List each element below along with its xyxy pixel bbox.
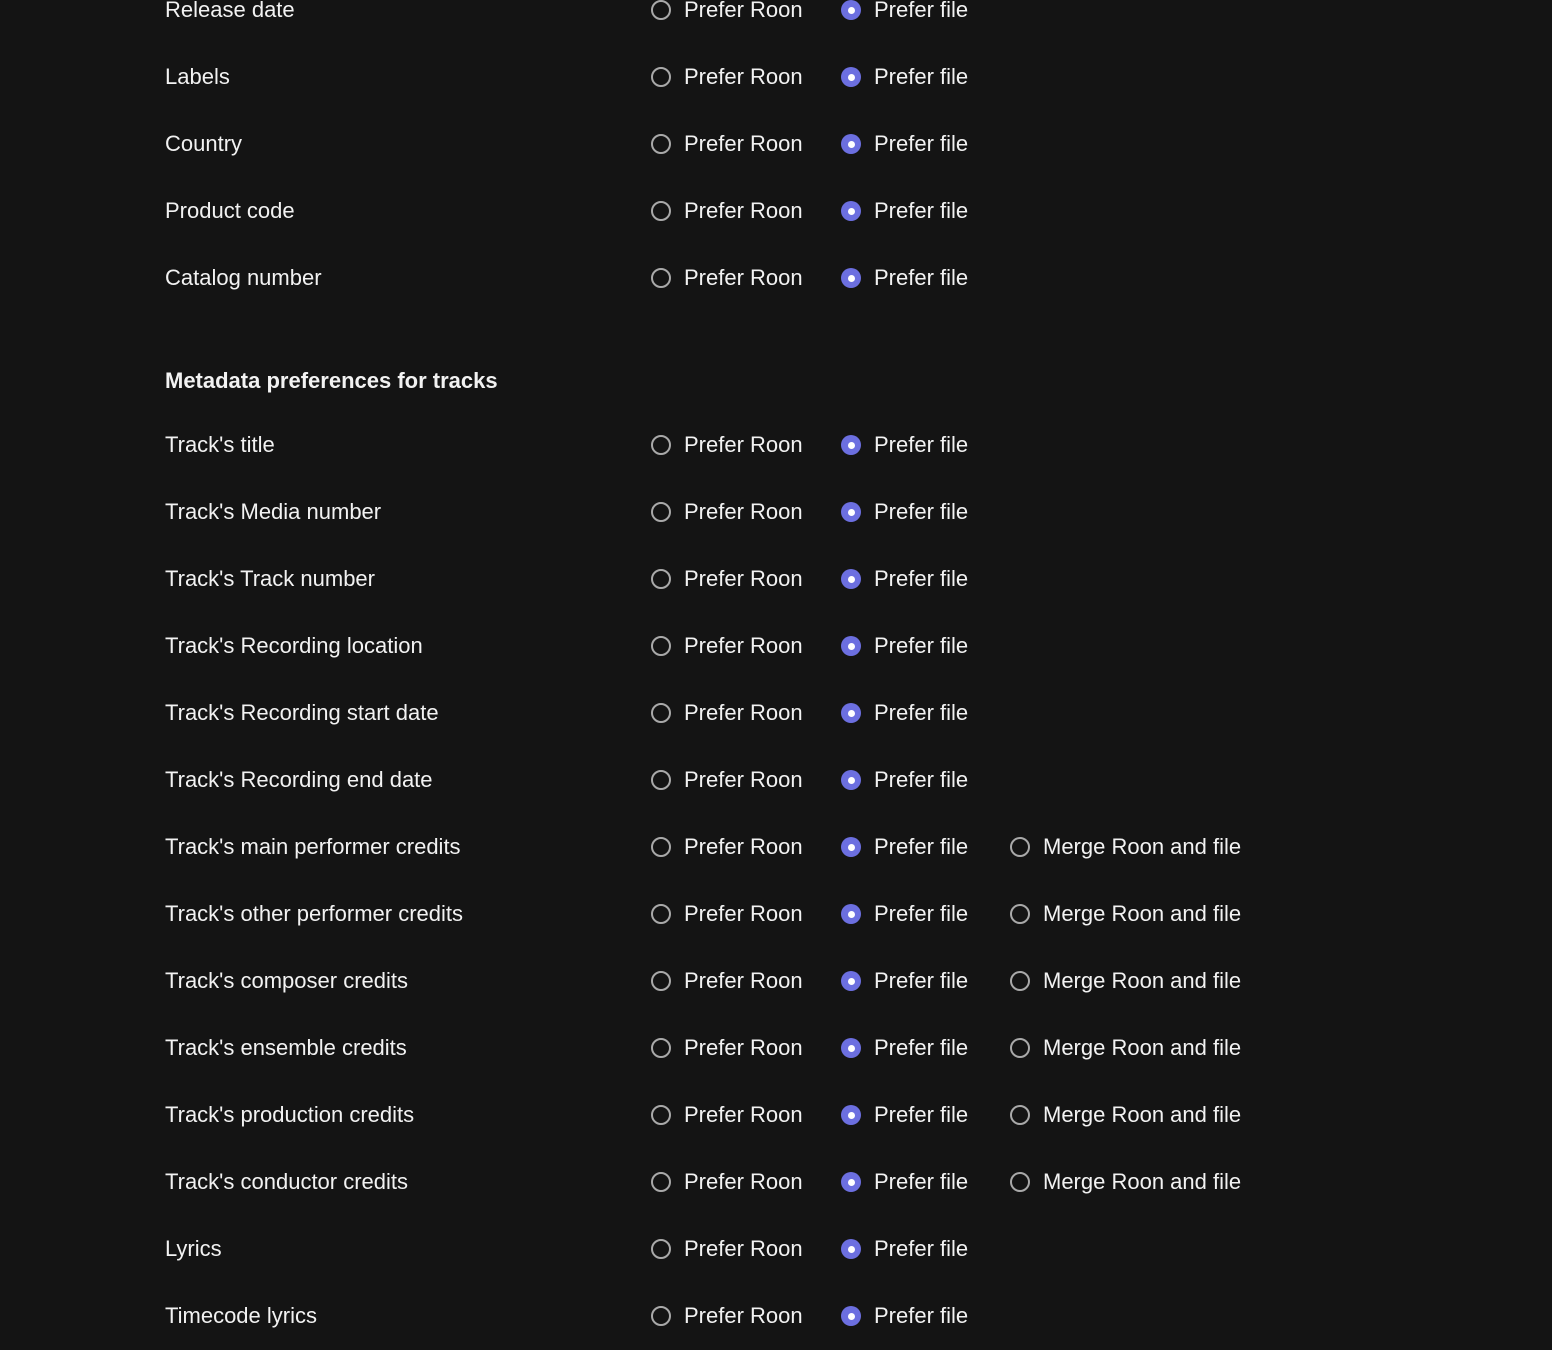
album-preferences-section bbox=[165, 0, 1552, 312]
radio-checked-icon[interactable] bbox=[841, 837, 861, 857]
radio-option-label: Prefer Roon bbox=[684, 1102, 803, 1127]
radio-option-label: Prefer Roon bbox=[684, 901, 803, 926]
radio-option-file[interactable] bbox=[841, 1236, 1010, 1262]
radio-option-file[interactable] bbox=[841, 131, 1010, 157]
radio-checked-icon[interactable] bbox=[841, 569, 861, 589]
radio-option-label: Prefer file bbox=[874, 198, 969, 223]
radio-option-label: Prefer Roon bbox=[684, 1169, 803, 1194]
radio-checked-icon[interactable] bbox=[841, 703, 861, 723]
preference-row-product-code bbox=[165, 178, 1552, 245]
radio-option-file[interactable] bbox=[841, 432, 1010, 458]
radio-checked-icon[interactable] bbox=[841, 0, 861, 20]
radio-option-label: Merge Roon and file bbox=[1043, 968, 1242, 993]
radio-option-label: Merge Roon and file bbox=[1043, 901, 1242, 926]
radio-option-roon[interactable] bbox=[651, 767, 841, 793]
preference-row-release-date bbox=[165, 0, 1552, 44]
radio-option-label: Prefer file bbox=[874, 64, 969, 89]
radio-option-merge[interactable] bbox=[1010, 968, 1241, 994]
radio-unchecked-icon[interactable] bbox=[651, 1306, 671, 1326]
radio-checked-icon[interactable] bbox=[841, 1105, 861, 1125]
radio-unchecked-icon[interactable] bbox=[1010, 1172, 1030, 1192]
radio-option-file[interactable] bbox=[841, 265, 1010, 291]
preference-label: Track's other performer credits bbox=[165, 901, 464, 926]
radio-option-roon[interactable] bbox=[651, 1035, 841, 1061]
preference-label: Track's ensemble credits bbox=[165, 1035, 407, 1060]
radio-option-file[interactable] bbox=[841, 968, 1010, 994]
section-title: Metadata preferences for tracks bbox=[165, 367, 498, 393]
radio-checked-icon[interactable] bbox=[841, 770, 861, 790]
radio-option-label: Merge Roon and file bbox=[1043, 834, 1242, 859]
radio-unchecked-icon[interactable] bbox=[651, 1239, 671, 1259]
radio-option-file[interactable] bbox=[841, 499, 1010, 525]
radio-unchecked-icon[interactable] bbox=[651, 268, 671, 288]
radio-unchecked-icon[interactable] bbox=[651, 904, 671, 924]
radio-option-label: Prefer file bbox=[874, 767, 969, 792]
radio-option-merge[interactable] bbox=[1010, 834, 1241, 860]
preference-row-track-s-title bbox=[165, 412, 1552, 479]
preference-label: Catalog number bbox=[165, 265, 322, 290]
radio-option-file[interactable] bbox=[841, 1169, 1010, 1195]
radio-option-roon[interactable] bbox=[651, 265, 841, 291]
preference-row-track-s-ensemble-credits bbox=[165, 1015, 1552, 1082]
radio-option-roon[interactable] bbox=[651, 198, 841, 224]
radio-checked-icon[interactable] bbox=[841, 268, 861, 288]
radio-option-merge[interactable] bbox=[1010, 1035, 1241, 1061]
preference-label: Labels bbox=[165, 64, 230, 89]
preference-row-track-s-recording-end-date bbox=[165, 747, 1552, 814]
preference-label: Track's production credits bbox=[165, 1102, 415, 1127]
radio-option-label: Prefer file bbox=[874, 131, 969, 156]
metadata-preferences bbox=[165, 0, 1552, 1350]
radio-option-file[interactable] bbox=[841, 901, 1010, 927]
preference-label: Track's Recording start date bbox=[165, 700, 439, 725]
radio-checked-icon[interactable] bbox=[841, 67, 861, 87]
radio-checked-icon[interactable] bbox=[841, 971, 861, 991]
radio-option-file[interactable] bbox=[841, 1035, 1010, 1061]
radio-checked-icon[interactable] bbox=[841, 1239, 861, 1259]
radio-unchecked-icon[interactable] bbox=[651, 134, 671, 154]
preference-label: Track's conductor credits bbox=[165, 1169, 409, 1194]
preference-label: Product code bbox=[165, 198, 295, 223]
preference-label: Track's Recording location bbox=[165, 633, 423, 658]
radio-option-label: Prefer Roon bbox=[684, 432, 803, 457]
radio-option-roon[interactable] bbox=[651, 700, 841, 726]
radio-option-roon[interactable] bbox=[651, 1303, 841, 1329]
preference-row-track-s-recording-start-date bbox=[165, 680, 1552, 747]
radio-option-label: Prefer Roon bbox=[684, 0, 803, 22]
radio-option-file[interactable] bbox=[841, 198, 1010, 224]
radio-unchecked-icon[interactable] bbox=[651, 636, 671, 656]
radio-option-label: Prefer file bbox=[874, 633, 969, 658]
radio-unchecked-icon[interactable] bbox=[651, 67, 671, 87]
preference-row-track-s-media-number bbox=[165, 479, 1552, 546]
preference-row-track-s-main-performer-credits bbox=[165, 814, 1552, 881]
radio-checked-icon[interactable] bbox=[841, 636, 861, 656]
preference-label: Track's Track number bbox=[165, 566, 375, 591]
radio-option-label: Prefer Roon bbox=[684, 834, 803, 859]
radio-option-merge[interactable] bbox=[1010, 1169, 1241, 1195]
radio-checked-icon[interactable] bbox=[841, 201, 861, 221]
preference-row-track-s-composer-credits bbox=[165, 948, 1552, 1015]
radio-checked-icon[interactable] bbox=[841, 1306, 861, 1326]
radio-unchecked-icon[interactable] bbox=[1010, 904, 1030, 924]
radio-unchecked-icon[interactable] bbox=[651, 435, 671, 455]
radio-option-label: Prefer Roon bbox=[684, 198, 803, 223]
radio-unchecked-icon[interactable] bbox=[651, 770, 671, 790]
radio-checked-icon[interactable] bbox=[841, 435, 861, 455]
radio-option-label: Prefer file bbox=[874, 566, 969, 591]
radio-option-merge[interactable] bbox=[1010, 1102, 1241, 1128]
preference-row-track-s-production-credits bbox=[165, 1082, 1552, 1149]
radio-option-roon[interactable] bbox=[651, 968, 841, 994]
radio-option-label: Prefer file bbox=[874, 432, 969, 457]
preference-label: Track's Recording end date bbox=[165, 767, 433, 792]
radio-option-roon[interactable] bbox=[651, 1169, 841, 1195]
radio-option-label: Prefer Roon bbox=[684, 64, 803, 89]
radio-option-roon[interactable] bbox=[651, 1102, 841, 1128]
radio-option-label: Prefer Roon bbox=[684, 767, 803, 792]
radio-unchecked-icon[interactable] bbox=[1010, 1105, 1030, 1125]
radio-option-label: Prefer Roon bbox=[684, 700, 803, 725]
radio-option-label: Prefer file bbox=[874, 499, 969, 524]
radio-option-label: Prefer file bbox=[874, 700, 969, 725]
radio-unchecked-icon[interactable] bbox=[1010, 837, 1030, 857]
preference-label: Timecode lyrics bbox=[165, 1303, 317, 1328]
radio-option-label: Prefer file bbox=[874, 901, 969, 926]
radio-checked-icon[interactable] bbox=[841, 1038, 861, 1058]
preference-row-timecode-lyrics bbox=[165, 1283, 1552, 1350]
radio-option-label: Prefer file bbox=[874, 1236, 969, 1261]
track-preferences-section bbox=[165, 412, 1552, 1350]
radio-option-label: Prefer file bbox=[874, 0, 969, 22]
preference-label: Track's Media number bbox=[165, 499, 382, 524]
radio-option-file[interactable] bbox=[841, 0, 1010, 23]
radio-option-label: Prefer Roon bbox=[684, 499, 803, 524]
radio-unchecked-icon[interactable] bbox=[651, 1105, 671, 1125]
radio-option-roon[interactable] bbox=[651, 1236, 841, 1262]
radio-option-file[interactable] bbox=[841, 64, 1010, 90]
radio-unchecked-icon[interactable] bbox=[651, 703, 671, 723]
radio-unchecked-icon[interactable] bbox=[651, 0, 671, 20]
preference-row-labels bbox=[165, 44, 1552, 111]
radio-option-label: Prefer Roon bbox=[684, 566, 803, 591]
radio-unchecked-icon[interactable] bbox=[651, 837, 671, 857]
radio-unchecked-icon[interactable] bbox=[1010, 1038, 1030, 1058]
preference-row-lyrics bbox=[165, 1216, 1552, 1283]
radio-option-roon[interactable] bbox=[651, 566, 841, 592]
radio-option-file[interactable] bbox=[841, 700, 1010, 726]
radio-option-label: Merge Roon and file bbox=[1043, 1035, 1242, 1060]
preference-row-track-s-other-performer-credits bbox=[165, 881, 1552, 948]
radio-option-file[interactable] bbox=[841, 1303, 1010, 1329]
radio-option-roon[interactable] bbox=[651, 432, 841, 458]
radio-option-label: Prefer Roon bbox=[684, 1236, 803, 1261]
radio-option-label: Prefer file bbox=[874, 1102, 969, 1127]
radio-unchecked-icon[interactable] bbox=[651, 569, 671, 589]
radio-option-label: Prefer Roon bbox=[684, 1035, 803, 1060]
radio-unchecked-icon[interactable] bbox=[651, 1038, 671, 1058]
radio-option-label: Prefer file bbox=[874, 834, 969, 859]
radio-checked-icon[interactable] bbox=[841, 904, 861, 924]
preference-row-track-s-recording-location bbox=[165, 613, 1552, 680]
radio-option-label: Prefer file bbox=[874, 968, 969, 993]
radio-option-file[interactable] bbox=[841, 566, 1010, 592]
radio-unchecked-icon[interactable] bbox=[651, 201, 671, 221]
preference-label: Track's title bbox=[165, 432, 275, 457]
radio-option-roon[interactable] bbox=[651, 64, 841, 90]
radio-option-label: Prefer file bbox=[874, 1303, 969, 1328]
radio-option-label: Prefer Roon bbox=[684, 131, 803, 156]
preference-row-country bbox=[165, 111, 1552, 178]
preference-row-track-s-conductor-credits bbox=[165, 1149, 1552, 1216]
radio-option-label: Prefer file bbox=[874, 265, 969, 290]
radio-option-label: Prefer file bbox=[874, 1035, 969, 1060]
radio-option-roon[interactable] bbox=[651, 901, 841, 927]
radio-option-label: Prefer Roon bbox=[684, 265, 803, 290]
radio-option-file[interactable] bbox=[841, 1102, 1010, 1128]
radio-option-roon[interactable] bbox=[651, 834, 841, 860]
radio-option-file[interactable] bbox=[841, 767, 1010, 793]
radio-option-label: Prefer Roon bbox=[684, 968, 803, 993]
radio-checked-icon[interactable] bbox=[841, 502, 861, 522]
radio-option-roon[interactable] bbox=[651, 0, 841, 23]
radio-option-file[interactable] bbox=[841, 633, 1010, 659]
radio-checked-icon[interactable] bbox=[841, 134, 861, 154]
radio-option-label: Prefer file bbox=[874, 1169, 969, 1194]
preference-label: Track's main performer credits bbox=[165, 834, 461, 859]
radio-option-roon[interactable] bbox=[651, 633, 841, 659]
radio-checked-icon[interactable] bbox=[841, 1172, 861, 1192]
preference-label: Track's composer credits bbox=[165, 968, 408, 993]
radio-option-roon[interactable] bbox=[651, 131, 841, 157]
radio-unchecked-icon[interactable] bbox=[1010, 971, 1030, 991]
preference-label: Lyrics bbox=[165, 1236, 222, 1261]
radio-unchecked-icon[interactable] bbox=[651, 971, 671, 991]
preference-row-catalog-number bbox=[165, 245, 1552, 312]
radio-option-label: Prefer Roon bbox=[684, 633, 803, 658]
preference-label: Release date bbox=[165, 0, 295, 22]
radio-option-label: Prefer Roon bbox=[684, 1303, 803, 1328]
preference-label: Country bbox=[165, 131, 243, 156]
preference-row-track-s-track-number bbox=[165, 546, 1552, 613]
radio-option-file[interactable] bbox=[841, 834, 1010, 860]
radio-unchecked-icon[interactable] bbox=[651, 1172, 671, 1192]
radio-option-label: Merge Roon and file bbox=[1043, 1102, 1242, 1127]
radio-option-label: Merge Roon and file bbox=[1043, 1169, 1242, 1194]
radio-option-roon[interactable] bbox=[651, 499, 841, 525]
radio-unchecked-icon[interactable] bbox=[651, 502, 671, 522]
tracks-section-header bbox=[165, 312, 1552, 412]
radio-option-merge[interactable] bbox=[1010, 901, 1241, 927]
